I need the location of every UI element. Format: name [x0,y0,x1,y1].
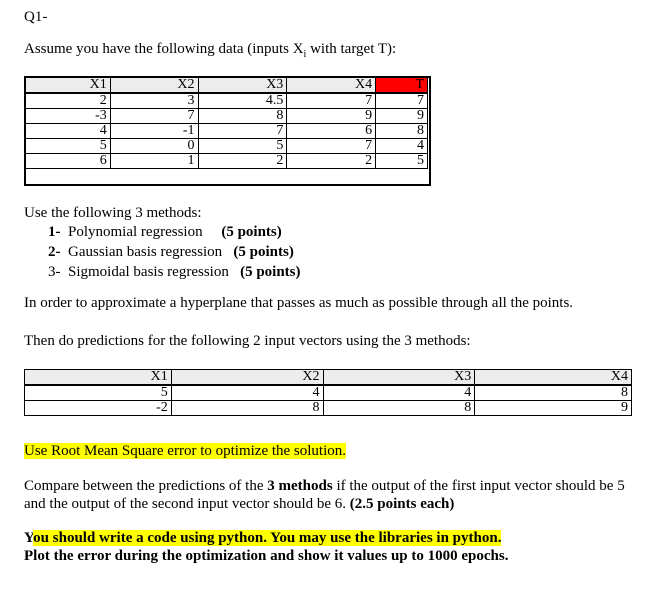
table-cell: -3 [26,109,111,124]
table-cell: 2 [198,154,287,169]
column-header: X2 [110,78,198,94]
rmse-highlight: Use Root Mean Square error to optimize the solution. [24,443,347,459]
table-cell: 5 [198,139,287,154]
predictions-intro: Then do predictions for the following 2 input vectors using the 3 methods: [24,333,471,349]
rmse-note [24,443,346,460]
column-header: X3 [323,370,475,386]
table-cell: 5 [25,385,172,401]
table-cell: 4.5 [198,93,287,109]
method-name: Sigmoidal basis regression [68,264,229,280]
method-points: (5 points) [240,264,301,280]
table-cell: 8 [171,401,323,416]
method-item [48,264,301,281]
table-cell: 2 [287,154,376,169]
compare-line-2 [24,496,454,513]
predict_table-header-row [25,370,632,386]
compare-bold: 3 methods [267,478,333,494]
code-note-line-1 [24,530,501,547]
table-row [26,139,428,154]
table-cell: 1 [110,154,198,169]
table-row [25,385,632,401]
column-header: X4 [475,370,632,386]
table-cell: -2 [25,401,172,416]
method-number: 1- [48,224,61,240]
table-cell: 7 [287,93,376,109]
table-cell: 7 [287,139,376,154]
intro-before: Assume you have the following data (inputs X [24,41,304,57]
table-cell: 4 [323,385,475,401]
compare-line-1 [24,478,625,495]
table-cell: -1 [110,124,198,139]
methods-intro: Use the following 3 methods: [24,205,202,221]
hyperplane-text: In order to approximate a hyperplane that passes as much as possible through all the points. [24,295,574,311]
method-number: 3- [48,264,61,280]
compare-points: (2.5 points each) [349,496,455,512]
table-cell: 4 [26,124,111,139]
code-note-first-letter: Y [24,530,34,546]
table-cell: 9 [475,401,632,416]
method-points: (5 points) [233,244,294,260]
question-id: Q1- [24,9,48,25]
table-row [26,124,428,139]
column-header: X4 [287,78,376,94]
intro-subscript: i [303,49,307,60]
table-cell: 4 [376,139,428,154]
code-note-line-2: Plot the error during the optimization and show it values up to 1000 epochs. [24,548,509,564]
table-cell: 4 [171,385,323,401]
table-cell: 7 [376,93,428,109]
code-note-highlight: ou should write a code using python. You may use the libraries in python. [33,530,502,546]
method-item [48,224,282,241]
compare-pre-2: and the output of the second input vector should be 6. [24,496,350,512]
intro-text [24,41,396,60]
method-name: Polynomial regression [68,224,203,240]
table-cell: 5 [26,139,111,154]
table-cell: 8 [198,109,287,124]
table-cell: 9 [376,109,428,124]
column-header: X1 [26,78,111,94]
table-cell: 8 [475,385,632,401]
table-cell: 0 [110,139,198,154]
data_table-header-row [26,78,428,94]
table-row [25,401,632,416]
table-cell: 8 [323,401,475,416]
table-row [26,109,428,124]
table-row [26,154,428,169]
table-cell: 2 [26,93,111,109]
table-cell: 7 [110,109,198,124]
method-points: (5 points) [221,224,282,240]
method-number: 2- [48,244,61,260]
column-header: X3 [198,78,287,94]
predict-table [24,369,632,416]
table-cell: 9 [287,109,376,124]
data-table [25,77,428,169]
table-cell: 3 [110,93,198,109]
column-header: X2 [171,370,323,386]
column-header: X1 [25,370,172,386]
method-item [48,244,294,261]
table-cell: 8 [376,124,428,139]
compare-pre: Compare between the predictions of the [24,478,268,494]
column-header: T [376,78,428,94]
method-name: Gaussian basis regression [68,244,223,260]
table-cell: 6 [287,124,376,139]
table-cell: 6 [26,154,111,169]
intro-after: with target T): [306,41,397,57]
table-cell: 7 [198,124,287,139]
compare-post: if the output of the first input vector should be 5 [332,478,625,494]
table-row [26,93,428,109]
table-cell: 5 [376,154,428,169]
